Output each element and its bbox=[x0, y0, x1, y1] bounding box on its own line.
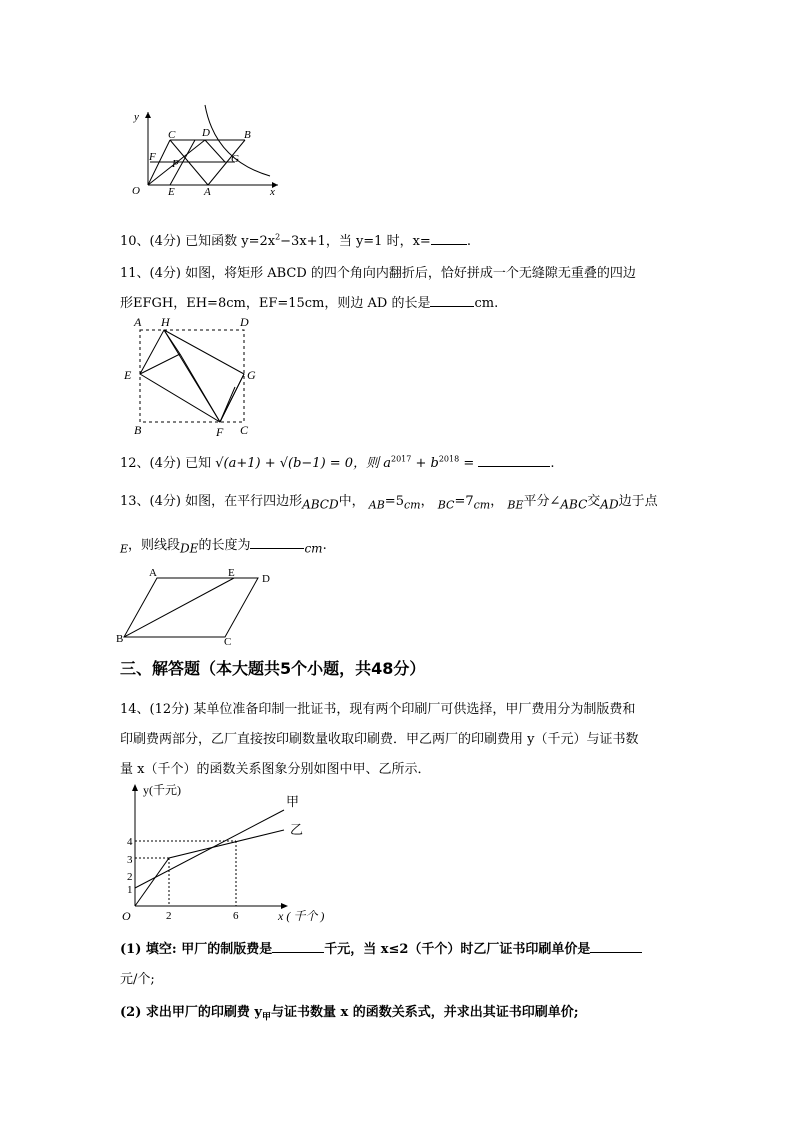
label-B: B bbox=[244, 129, 251, 141]
answer-blank bbox=[431, 232, 467, 245]
question-14-line1: 14、(12分) 某单位准备印制一批证书，现有两个印刷厂可供选择，甲厂费用分为制版费和 bbox=[120, 702, 636, 717]
cost-function-graph bbox=[118, 780, 348, 930]
label-C: C bbox=[168, 129, 176, 141]
question-13-line2: $_E$，则线段DE的长度为 cm. bbox=[120, 538, 327, 556]
label-D: D bbox=[240, 315, 249, 329]
label-P: P bbox=[172, 158, 179, 170]
x-tick-6: 6 bbox=[233, 910, 239, 922]
line-yi-label: 乙 bbox=[290, 822, 304, 837]
parallelogram-figure bbox=[115, 565, 285, 645]
label-D: D bbox=[262, 573, 270, 585]
question-14-part2: (2) 求出甲厂的印刷费 $y_甲$与证书数量 x 的函数关系式，并求出其证书印刷单价; bbox=[120, 1005, 579, 1023]
y-tick-3: 3 bbox=[127, 854, 133, 866]
label-A: A bbox=[204, 186, 211, 198]
label-F: F bbox=[149, 151, 156, 163]
label-E: E bbox=[124, 368, 132, 382]
question-11-line1: 11、(4分) 如图，将矩形 ABCD 的四个角向内翻折后，恰好拼成一个无缝隙无重叠的四边 bbox=[120, 266, 636, 281]
y-tick-1: 1 bbox=[127, 884, 133, 896]
question-14-line3: 量 x（千个）的函数关系图象分别如图中甲、乙所示． bbox=[120, 762, 431, 777]
label-D: D bbox=[202, 127, 210, 139]
question-14-part1: (1) 填空: 甲厂的制版费是 千元，当 x≤2（千个）时乙厂证书印刷单价是 bbox=[120, 938, 642, 957]
question-14-part1-cont: 元/个; bbox=[120, 972, 155, 987]
rectangle-fold-figure bbox=[120, 312, 270, 440]
question-12: 12、(4分) 已知 √(a+1) + √(b−1) = 0，则 $a^{2017} + b^{2018}$ = . bbox=[120, 454, 555, 471]
y-axis-label: y(千元) bbox=[143, 783, 181, 797]
x-axis-label: x ( 千个 ) bbox=[278, 909, 325, 923]
answer-blank bbox=[250, 536, 304, 549]
y-tick-2: 2 bbox=[127, 871, 133, 883]
origin-label: O bbox=[122, 909, 131, 923]
answer-blank bbox=[590, 940, 642, 953]
label-A: A bbox=[134, 315, 142, 329]
section-heading: 三、解答题（本大题共5个小题，共48分） bbox=[120, 659, 426, 678]
line-jia-label: 甲 bbox=[286, 794, 300, 809]
question-14-line2: 印刷费两部分，乙厂直接按印刷数量收取印刷费．甲乙两厂的印刷费用 y（千元）与证书数 bbox=[120, 732, 639, 747]
y-tick-4: 4 bbox=[127, 836, 133, 848]
label-G: G bbox=[247, 368, 256, 382]
label-G: G bbox=[231, 153, 239, 165]
label-y: y bbox=[134, 111, 139, 123]
label-B: B bbox=[116, 633, 124, 645]
label-C: C bbox=[224, 636, 232, 645]
answer-blank bbox=[478, 454, 550, 467]
label-C: C bbox=[240, 423, 249, 437]
label-O: O bbox=[132, 185, 140, 197]
label-E: E bbox=[228, 567, 235, 579]
answer-blank bbox=[272, 940, 324, 953]
top-coordinate-figure bbox=[120, 100, 290, 200]
question-11-line2: 形EFGH，EH=8cm，EF=15cm，则边 AD 的长是 cm. bbox=[120, 296, 499, 311]
question-13-line1: 13、(4分) 如图，在平行四边形ABCD中， $_{AB}=5_{cm}$， $_{BC}=7_{cm}$， $_{BE}$平分∠ABC交AD边于点 bbox=[120, 494, 658, 512]
x-tick-2: 2 bbox=[166, 910, 172, 922]
label-F: F bbox=[216, 425, 224, 439]
answer-blank bbox=[430, 294, 474, 307]
question-10: 10、(4分) 已知函数 $y=2x^2-3x+1$，当 y=1 时，x= . bbox=[120, 232, 471, 249]
label-B: B bbox=[134, 423, 142, 437]
label-x: x bbox=[270, 186, 275, 198]
label-A: A bbox=[149, 567, 157, 579]
label-H: H bbox=[161, 315, 170, 329]
label-E: E bbox=[168, 186, 175, 198]
